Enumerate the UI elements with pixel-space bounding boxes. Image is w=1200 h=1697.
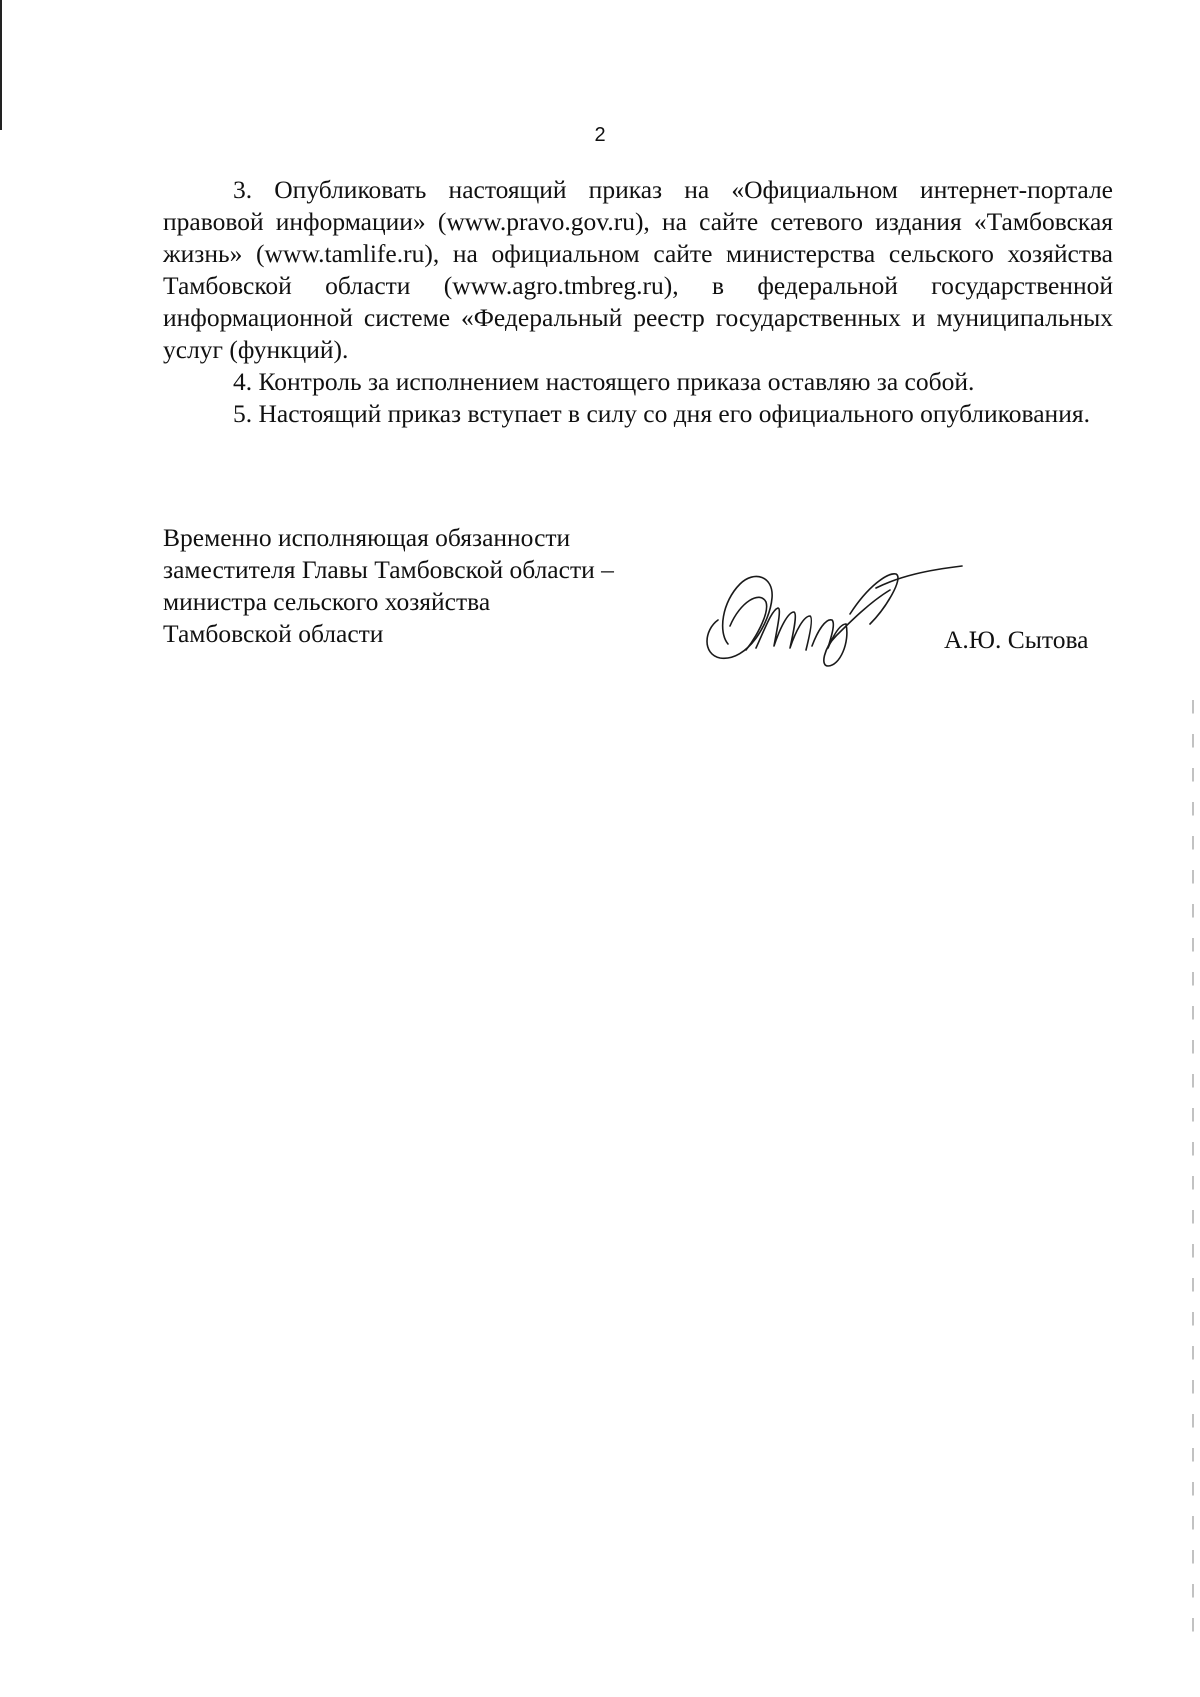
scan-margin-dots [1192, 700, 1194, 1650]
page-number: 2 [594, 124, 606, 146]
position-line: Временно исполняющая обязанности [163, 523, 571, 552]
scan-edge-mark [0, 0, 2, 130]
handwritten-signature [700, 562, 970, 674]
paragraph-item-3: 3. Опубликовать настоящий приказ на «Официальном интернет-портале правовой информации» (www.pravo.gov.ru), на сайте сетевого издания «Тамбовская жизнь» (www.tamlife.ru), на официальном сайте министерства сельского хозяйства Тамбовской области (www.agro.tmbreg.ru), в федеральной государственной информационной системе «Федеральный реестр государственных и муниципальных услуг (функций). [163, 175, 1113, 364]
position-line: заместителя Главы Тамбовской области – [163, 555, 614, 584]
position-line: Тамбовской области [163, 619, 384, 648]
signatory-position [163, 522, 683, 650]
signer-name: А.Ю. Сытова [944, 625, 1089, 654]
paragraph-item-5: 5. Настоящий приказ вступает в силу со дня его официального опубликования. [233, 399, 1090, 428]
position-line: министра сельского хозяйства [163, 587, 491, 616]
order-body [163, 174, 1113, 430]
paragraph-item-4: 4. Контроль за исполнением настоящего приказа оставляю за собой. [233, 367, 975, 396]
